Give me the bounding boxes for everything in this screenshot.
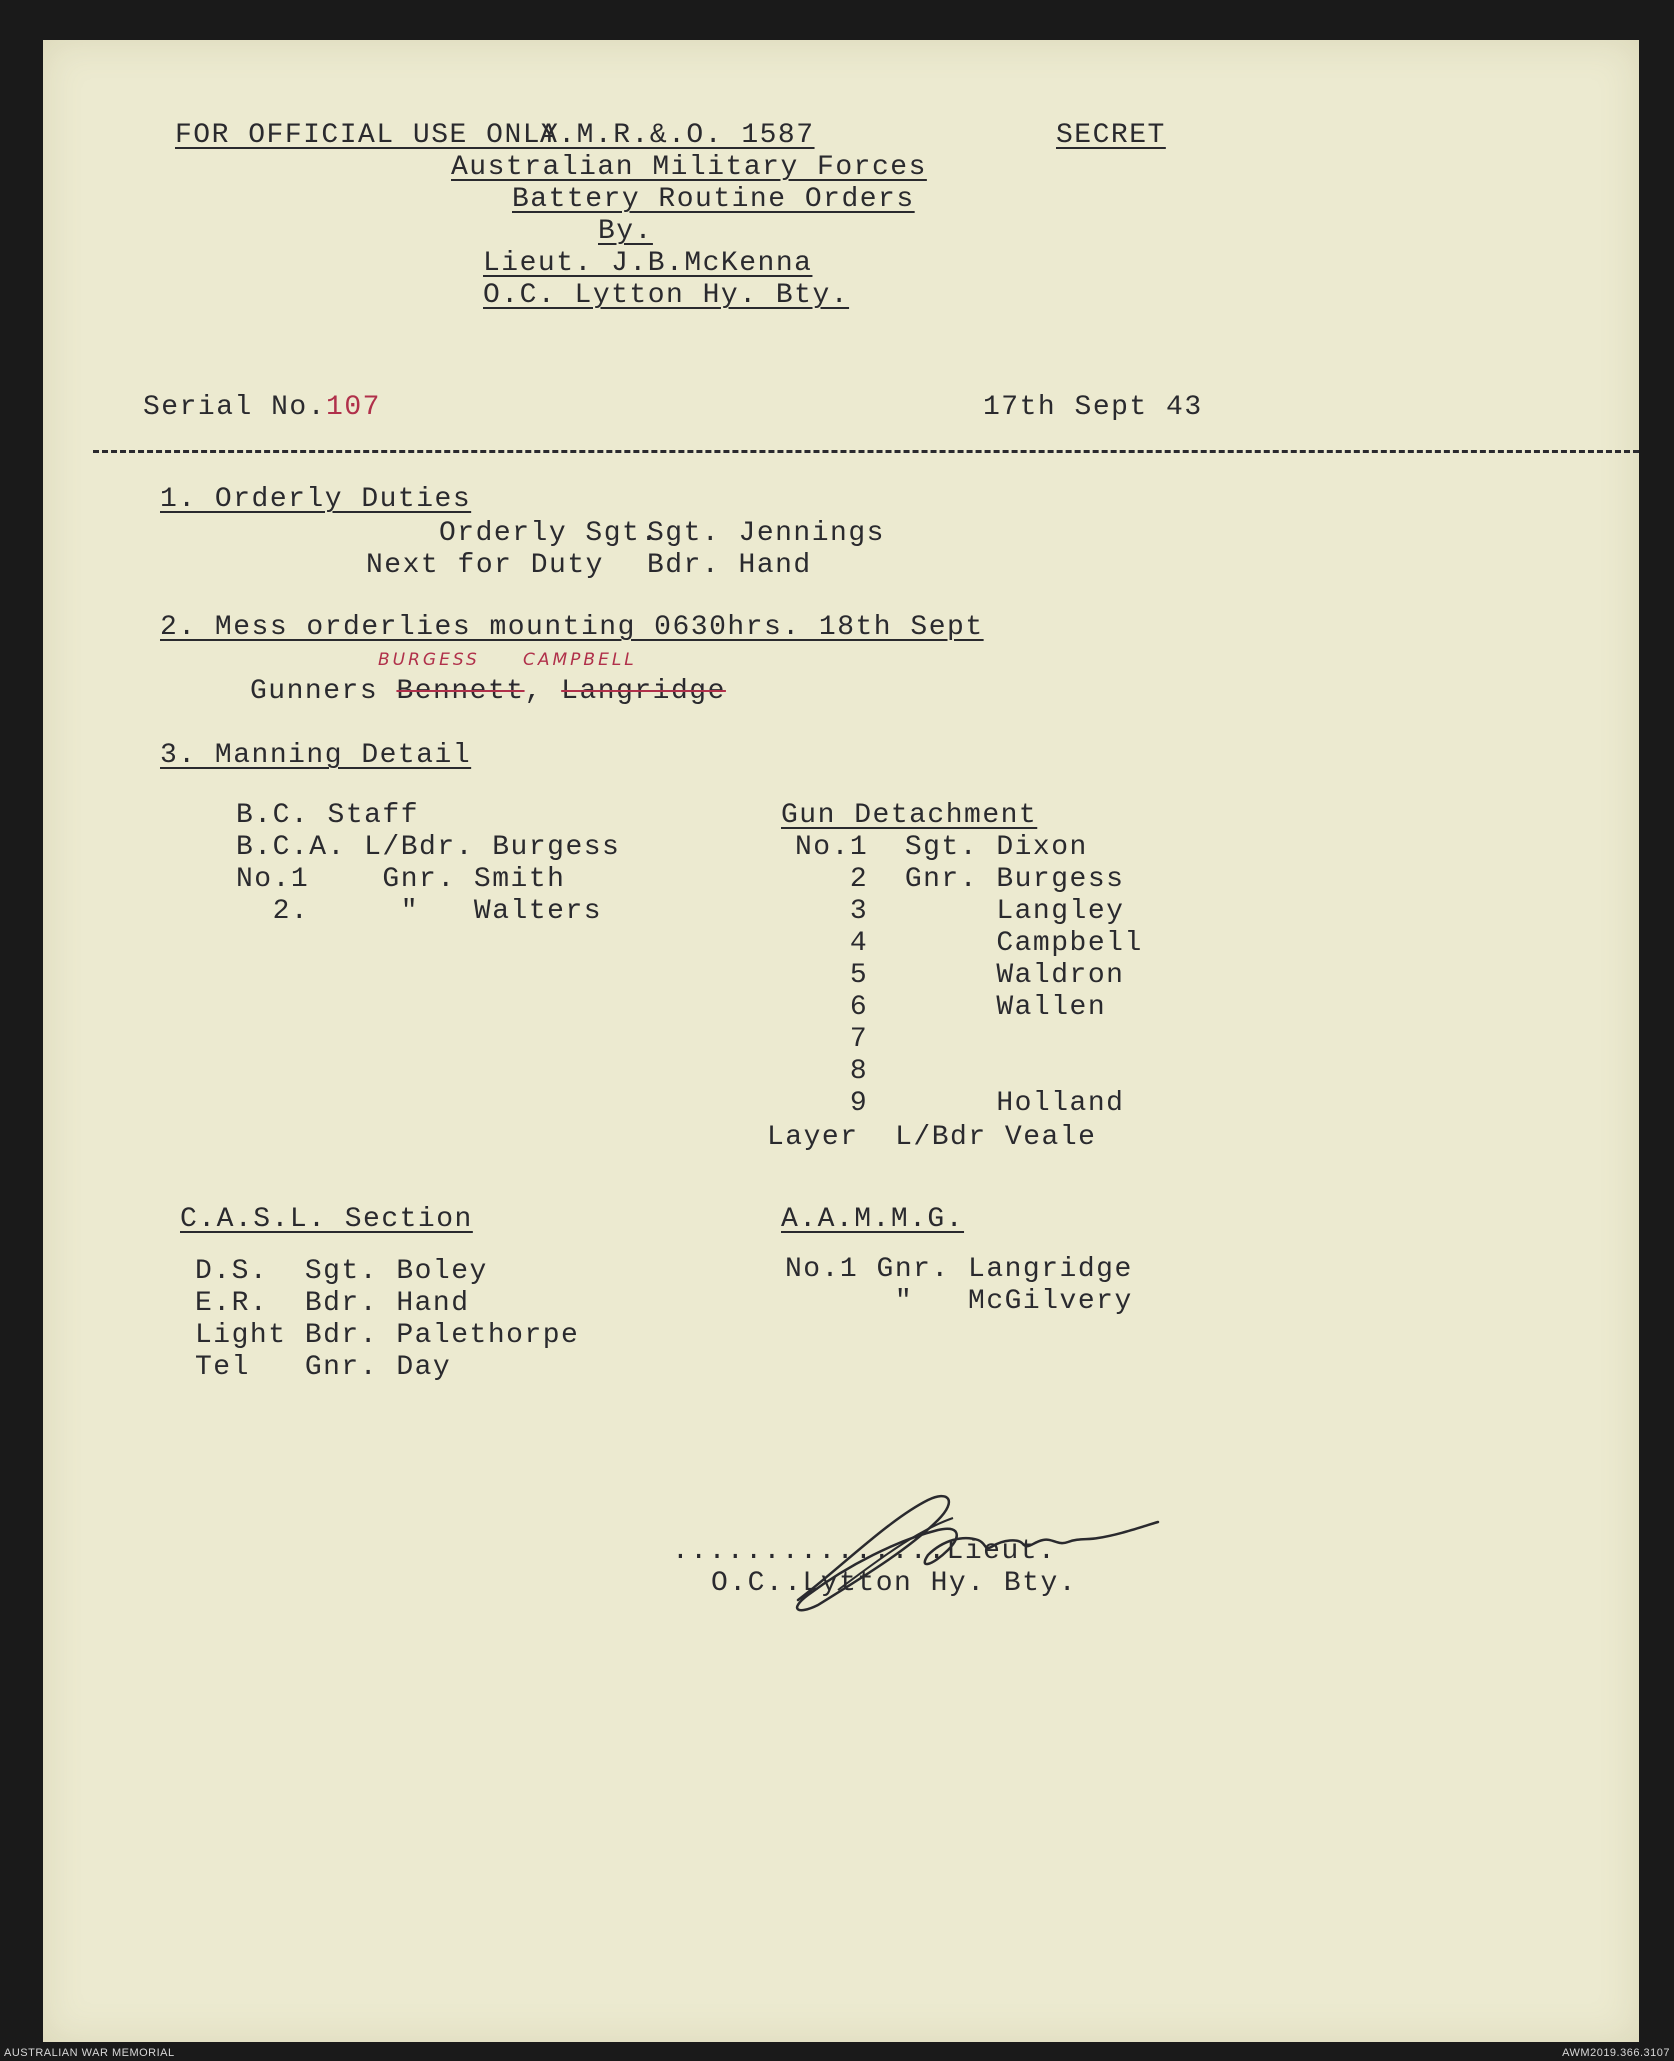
bc-staff-row: 2. " Walters (236, 896, 603, 927)
divider-rule (93, 450, 1639, 453)
header-line-officer: Lieut. J.B.McKenna (483, 248, 813, 279)
next-duty-role: Next for Duty (366, 550, 604, 581)
serial-label: Serial No.107 (143, 392, 381, 423)
header-line-orders: Battery Routine Orders (512, 184, 915, 215)
gun-detachment-row: 9 Holland (795, 1088, 1125, 1119)
handwritten-correction-burgess: BURGESS (378, 650, 480, 670)
gun-detachment-row: 7 (795, 1024, 869, 1055)
bc-staff-row: No.1 Gnr. Smith (236, 864, 566, 895)
document-page (43, 40, 1639, 2042)
struck-name-bennett: Bennett (396, 676, 525, 707)
gun-detachment-row: No.1 Sgt. Dixon (795, 832, 1088, 863)
signoff-rank-line: ...............Lieut. (672, 1536, 1057, 1567)
footer-institution: AUSTRALIAN WAR MEMORIAL (4, 2047, 175, 2059)
aammg-title: A.A.M.M.G. (781, 1204, 965, 1235)
gun-detachment-row: 6 Wallen (795, 992, 1107, 1023)
footer-accession-id: AWM2019.366.3107 (1562, 2047, 1670, 2059)
orderly-sgt-name: Sgt. Jennings (647, 518, 885, 549)
gun-detachment-row: 4 Campbell (795, 928, 1143, 959)
gun-detachment-row: 2 Gnr. Burgess (795, 864, 1125, 895)
bc-staff-title: B.C. Staff (236, 800, 420, 831)
header-line-unit: O.C. Lytton Hy. Bty. (483, 280, 850, 311)
casl-row: Light Bdr. Palethorpe (195, 1320, 580, 1351)
reference-number: A.M.R.&.O. 1587 (540, 120, 815, 151)
casl-row: E.R. Bdr. Hand (195, 1288, 470, 1319)
casl-section-title: C.A.S.L. Section (180, 1204, 473, 1235)
gun-detachment-title: Gun Detachment (781, 800, 1038, 831)
gun-detachment-row: 5 Waldron (795, 960, 1125, 991)
serial-number: 107 (326, 392, 381, 423)
next-duty-name: Bdr. Hand (647, 550, 812, 581)
orderly-sgt-role: Orderly Sgt. (439, 518, 659, 549)
casl-row: D.S. Sgt. Boley (195, 1256, 488, 1287)
classification-label: SECRET (1056, 120, 1166, 151)
header-line-forces: Australian Military Forces (451, 152, 927, 183)
order-date: 17th Sept 43 (983, 392, 1203, 423)
gun-detachment-row: 8 (795, 1056, 869, 1087)
item-orderly-duties: 1. Orderly Duties (160, 484, 472, 515)
struck-name-langridge: Langridge (561, 676, 726, 707)
gun-layer-row: Layer L/Bdr Veale (767, 1122, 1097, 1153)
header-line-by: By. (598, 216, 653, 247)
casl-row: Tel Gnr. Day (195, 1352, 452, 1383)
aammg-row: " McGilvery (785, 1286, 1133, 1317)
signoff-unit-line: O.C..Lytton Hy. Bty. (711, 1568, 1078, 1599)
official-use-label: FOR OFFICIAL USE ONLY (175, 120, 560, 151)
item-mess-orderlies: 2. Mess orderlies mounting 0630hrs. 18th Sept (160, 612, 984, 643)
handwritten-correction-campbell: CAMPBELL (523, 650, 637, 670)
gun-detachment-row: 3 Langley (795, 896, 1125, 927)
item-manning-detail: 3. Manning Detail (160, 740, 472, 771)
aammg-row: No.1 Gnr. Langridge (785, 1254, 1133, 1285)
bc-staff-row: B.C.A. L/Bdr. Burgess (236, 832, 621, 863)
mess-gunners-line: Gunners Bennett, Langridge (250, 676, 726, 707)
